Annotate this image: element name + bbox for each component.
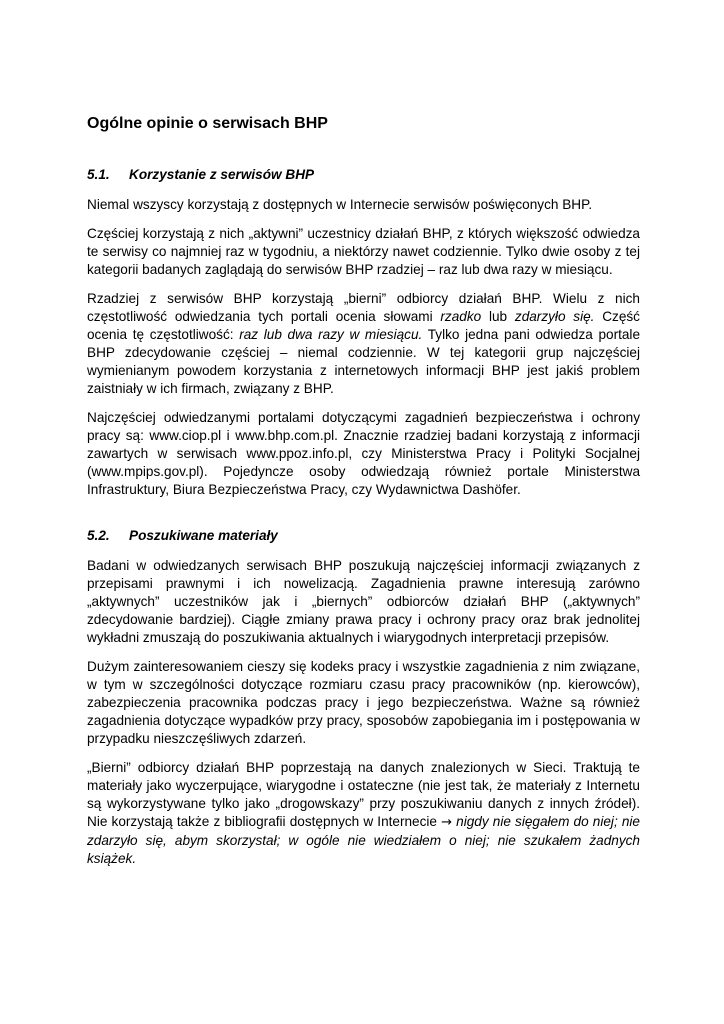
paragraph-5-1-1: Niemal wszyscy korzystają z dostępnych w Internecie serwisów poświęconych BHP. (87, 197, 593, 212)
paragraph-text: Część ocenia tę częstotliwość: (87, 309, 640, 342)
paragraph-5-2-3 (87, 759, 640, 868)
emphasis-text: rzadko (440, 309, 482, 324)
paragraph-5-2-2: Dużym zainteresowaniem cieszy się kodeks pracy i wszystkie zagadnienia z nim związane, w tym w szczególności dotyczące rozmiaru czasu pracy pracowników (np. kierowców), zabezpieczenia pracownika podczas pracy i jego bezpieczeństwa. Ważne są również zagadnienia dotyczące wypadków przy pracy, sposobów zapobiegania im i postępowania w przypadku nieszczęśliwych zdarzeń. (87, 659, 640, 746)
emphasis-text: zdarzyło się. (514, 309, 595, 324)
emphasis-text: raz lub dwa razy w miesiącu. (239, 327, 423, 342)
paragraph-5-1-3 (87, 290, 640, 398)
paragraph-5-2-1: Badani w odwiedzanych serwisach BHP poszukują najczęściej informacji związanych z przepisami prawnymi i ich nowelizacją. Zagadnienia prawne interesują zarówno „aktywnych” uczestników jak i „biernych” odbiorców działań BHP („aktywnych” zdecydowanie bardziej). Ciągłe zmiany prawa pracy i ochrony pracy oraz brak jednolitej wykładni zmuszają do poszukiwania aktualnych i wiarygodnych interpretacji przepisów. (87, 558, 640, 645)
section-heading-5-1 (87, 166, 640, 184)
paragraph-text: „Bierni” odbiorcy działań BHP poprzestają na danych znalezionych w Sieci. Traktują te materiały jako wyczerpujące, wiarygodne i ostateczne (nie jest tak, że materiały z Internetu są wykorzystywane tylko jako „drogowskazy” przy poszukiwaniu danych z innych źródeł). Nie korzystają także z bibliografii dostępnych w Internecie (87, 760, 640, 829)
paragraph-5-1-4: Najczęściej odwiedzanymi portalami dotyczącymi zagadnień bezpieczeństwa i ochrony pracy są: www.ciop.pl i www.bhp.com.pl. Znacznie rzadziej badani korzystają z informacji zawartych w serwisach www.ppoz.info.pl, czy Ministerstwa Pracy i Polityki Socjalnej (www.mpips.gov.pl). Pojedyncze osoby odwiedzają również portale Ministerstwa Infrastruktury, Biura Bezpieczeństwa Pracy, czy Wydawnictwa Dashöfer. (87, 410, 640, 497)
document-title: Ogólne opinie o serwisach BHP (87, 115, 328, 132)
section-heading-5-2 (87, 527, 640, 545)
arrow-right-icon: → (441, 815, 453, 830)
emphasis-text: nigdy nie sięgałem do niej; nie zdarzyło się, abym skorzystał; w ogóle nie wiedziałem o niej; nie szukałem żadnych książek. (87, 814, 640, 866)
section-title: Korzystanie z serwisów BHP (129, 167, 315, 182)
paragraph-text: Rzadziej z serwisów BHP korzystają „bierni” odbiorcy działań BHP. Wielu z nich częstotliwość odwiedzania tych portali ocenia słowami (87, 291, 640, 324)
paragraph-text: lub (481, 309, 515, 324)
section-number: 5.1. (87, 167, 110, 182)
paragraph-5-1-2: Częściej korzystają z nich „aktywni” uczestnicy działań BHP, z których większość odwiedza te serwisy co najmniej raz w tygodniu, a niektórzy nawet codziennie. Tylko dwie osoby z tej kategorii badanych zaglądają do serwisów BHP rzadziej – raz lub dwa razy w miesiącu. (87, 226, 640, 277)
paragraph-text: Tylko jedna pani odwiedza portale BHP zdecydowanie częściej – niemal codziennie. W tej kategorii grup najczęściej wymienianym powodem korzystania z internetowych informacji BHP jest jakiś problem zaistniały w ich firmach, związany z BHP. (87, 327, 641, 396)
document-page (87, 114, 640, 868)
section-number: 5.2. (87, 528, 110, 543)
section-title: Poszukiwane materiały (129, 528, 278, 543)
